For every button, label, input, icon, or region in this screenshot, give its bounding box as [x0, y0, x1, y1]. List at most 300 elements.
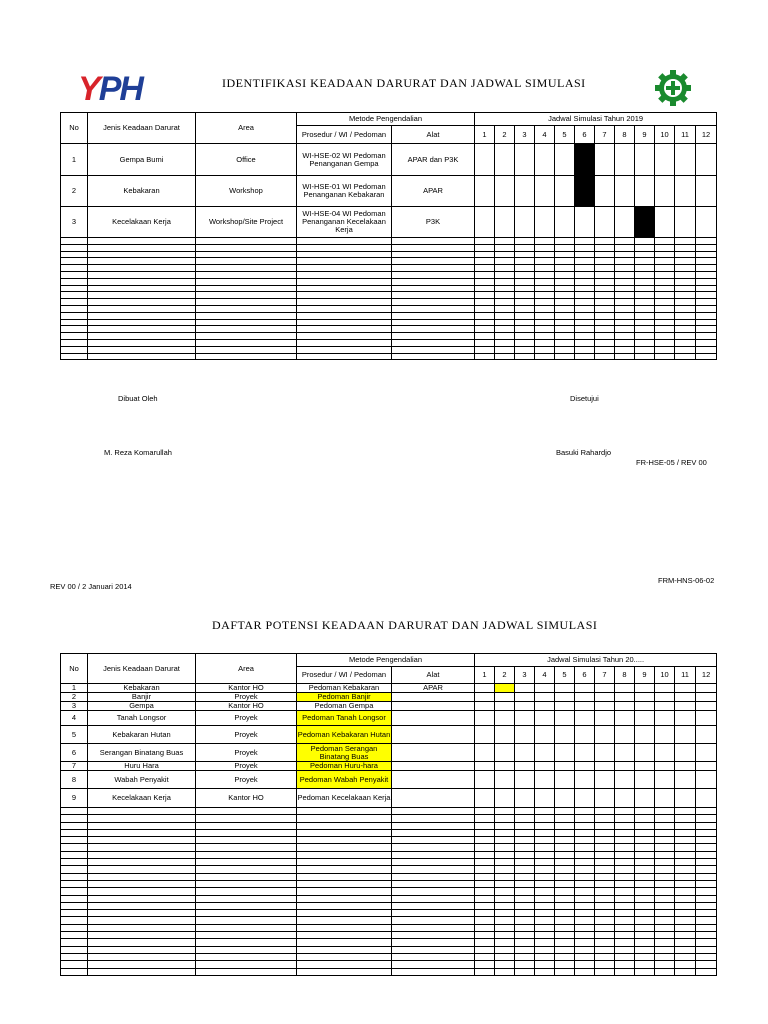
empty-cell: [515, 238, 535, 245]
empty-cell: [88, 873, 196, 880]
empty-cell: [535, 953, 555, 960]
cell-month: [475, 744, 495, 762]
empty-cell: [655, 924, 675, 931]
empty-cell: [196, 939, 297, 946]
cell-month: [675, 771, 696, 789]
empty-cell: [297, 299, 392, 306]
logo-letters: PH: [98, 70, 142, 108]
empty-cell: [615, 258, 635, 265]
empty-cell: [696, 258, 717, 265]
cell-month: [696, 744, 717, 762]
empty-cell: [555, 808, 575, 815]
empty-cell: [575, 961, 595, 968]
empty-cell: [675, 265, 696, 272]
empty-cell: [495, 895, 515, 902]
empty-cell: [696, 822, 717, 829]
empty-cell: [595, 265, 615, 272]
empty-cell: [88, 961, 196, 968]
empty-cell: [555, 326, 575, 333]
empty-cell: [61, 968, 88, 975]
cell-no: 5: [61, 726, 88, 744]
empty-cell: [475, 238, 495, 245]
empty-cell: [595, 946, 615, 953]
empty-cell: [535, 278, 555, 285]
empty-cell: [635, 968, 655, 975]
header-alat: Alat: [392, 667, 475, 684]
cell-month: [675, 144, 696, 176]
empty-cell: [61, 873, 88, 880]
cell-prosedur: Pedoman Gempa: [297, 702, 392, 711]
empty-cell: [696, 251, 717, 258]
empty-cell: [61, 353, 88, 360]
empty-cell: [615, 251, 635, 258]
empty-cell: [655, 808, 675, 815]
empty-row: [61, 808, 717, 815]
empty-cell: [297, 292, 392, 299]
cell-month: [515, 702, 535, 711]
empty-cell: [515, 265, 535, 272]
empty-cell: [615, 244, 635, 251]
cell-month: [615, 789, 635, 808]
empty-cell: [615, 808, 635, 815]
cell-jenis: Kecelakaan Kerja: [88, 207, 196, 238]
empty-cell: [88, 946, 196, 953]
empty-cell: [196, 808, 297, 815]
empty-cell: [696, 265, 717, 272]
cell-month: [675, 684, 696, 693]
empty-cell: [555, 932, 575, 939]
empty-cell: [535, 346, 555, 353]
empty-cell: [88, 333, 196, 340]
empty-cell: [615, 924, 635, 931]
empty-cell: [495, 939, 515, 946]
empty-cell: [515, 880, 535, 887]
cell-month: [595, 702, 615, 711]
cell-month: [575, 176, 595, 207]
empty-cell: [475, 353, 495, 360]
empty-cell: [515, 815, 535, 822]
empty-cell: [61, 880, 88, 887]
table-row: [61, 744, 717, 762]
cell-month: [595, 684, 615, 693]
empty-cell: [515, 326, 535, 333]
cell-jenis: Kecelakaan Kerja: [88, 789, 196, 808]
empty-cell: [88, 932, 196, 939]
empty-cell: [615, 888, 635, 895]
header-month: 4: [535, 126, 555, 144]
empty-cell: [535, 910, 555, 917]
table-row: [61, 144, 717, 176]
cell-no: 2: [61, 176, 88, 207]
cell-alat: [392, 726, 475, 744]
empty-cell: [475, 251, 495, 258]
cell-month: [575, 207, 595, 238]
empty-cell: [696, 326, 717, 333]
table-row: [61, 726, 717, 744]
empty-cell: [392, 946, 475, 953]
empty-cell: [696, 319, 717, 326]
empty-cell: [555, 292, 575, 299]
cell-month: [535, 711, 555, 726]
empty-cell: [615, 895, 635, 902]
empty-cell: [297, 319, 392, 326]
empty-cell: [515, 346, 535, 353]
cell-alat: APAR: [392, 684, 475, 693]
cell-month: [495, 789, 515, 808]
empty-cell: [555, 822, 575, 829]
empty-cell: [555, 859, 575, 866]
empty-cell: [495, 968, 515, 975]
table-row: [61, 711, 717, 726]
empty-cell: [297, 346, 392, 353]
header-month: 1: [475, 126, 495, 144]
empty-cell: [655, 339, 675, 346]
empty-cell: [675, 859, 696, 866]
empty-cell: [392, 859, 475, 866]
cell-month: [696, 789, 717, 808]
empty-cell: [555, 353, 575, 360]
empty-cell: [555, 333, 575, 340]
empty-cell: [555, 946, 575, 953]
empty-cell: [635, 961, 655, 968]
empty-cell: [196, 333, 297, 340]
empty-row: [61, 326, 717, 333]
empty-cell: [392, 851, 475, 858]
empty-cell: [297, 265, 392, 272]
empty-cell: [196, 968, 297, 975]
empty-cell: [555, 837, 575, 844]
empty-row: [61, 312, 717, 319]
empty-cell: [575, 815, 595, 822]
empty-cell: [515, 285, 535, 292]
empty-cell: [61, 953, 88, 960]
empty-cell: [655, 888, 675, 895]
empty-cell: [555, 895, 575, 902]
empty-cell: [595, 953, 615, 960]
empty-cell: [675, 339, 696, 346]
empty-cell: [675, 285, 696, 292]
empty-cell: [635, 859, 655, 866]
empty-cell: [495, 837, 515, 844]
empty-cell: [575, 968, 595, 975]
empty-cell: [655, 326, 675, 333]
cell-month: [655, 771, 675, 789]
empty-cell: [196, 873, 297, 880]
empty-cell: [196, 238, 297, 245]
cell-month: [535, 176, 555, 207]
empty-cell: [196, 895, 297, 902]
empty-cell: [595, 829, 615, 836]
empty-cell: [61, 244, 88, 251]
cell-jenis: Kebakaran Hutan: [88, 726, 196, 744]
cell-alat: [392, 702, 475, 711]
empty-cell: [196, 822, 297, 829]
cell-month: [515, 711, 535, 726]
cell-area: Proyek: [196, 771, 297, 789]
empty-cell: [555, 285, 575, 292]
empty-cell: [696, 292, 717, 299]
empty-cell: [495, 292, 515, 299]
empty-cell: [61, 339, 88, 346]
empty-cell: [88, 822, 196, 829]
empty-cell: [297, 305, 392, 312]
empty-cell: [196, 251, 297, 258]
empty-cell: [495, 946, 515, 953]
empty-cell: [635, 953, 655, 960]
empty-cell: [495, 888, 515, 895]
empty-cell: [655, 305, 675, 312]
empty-cell: [555, 851, 575, 858]
cell-month: [655, 762, 675, 771]
empty-cell: [61, 932, 88, 939]
empty-cell: [595, 258, 615, 265]
empty-cell: [635, 319, 655, 326]
empty-cell: [575, 924, 595, 931]
cell-alat: [392, 744, 475, 762]
empty-cell: [88, 265, 196, 272]
empty-cell: [575, 265, 595, 272]
cell-month: [475, 176, 495, 207]
cell-month: [655, 744, 675, 762]
empty-cell: [297, 844, 392, 851]
cell-month: [595, 693, 615, 702]
empty-row: [61, 895, 717, 902]
cell-month: [515, 726, 535, 744]
empty-cell: [696, 961, 717, 968]
header-month: 4: [535, 667, 555, 684]
cell-month: [515, 693, 535, 702]
cell-month: [515, 762, 535, 771]
empty-cell: [196, 859, 297, 866]
empty-cell: [515, 292, 535, 299]
empty-cell: [555, 917, 575, 924]
empty-cell: [392, 353, 475, 360]
empty-cell: [515, 910, 535, 917]
cell-month: [655, 176, 675, 207]
cell-month: [615, 693, 635, 702]
cell-month: [555, 744, 575, 762]
empty-cell: [196, 305, 297, 312]
empty-cell: [555, 251, 575, 258]
cell-month: [635, 144, 655, 176]
cell-month: [696, 684, 717, 693]
empty-cell: [615, 851, 635, 858]
empty-cell: [635, 339, 655, 346]
empty-cell: [196, 946, 297, 953]
form1-code: FR-HSE-05 / REV 00: [636, 458, 707, 467]
header-jenis: Jenis Keadaan Darurat: [88, 113, 196, 144]
cell-month: [635, 726, 655, 744]
empty-cell: [535, 299, 555, 306]
empty-cell: [575, 902, 595, 909]
safety-gear-icon: [653, 68, 693, 108]
empty-cell: [515, 333, 535, 340]
empty-cell: [475, 829, 495, 836]
empty-row: [61, 866, 717, 873]
signer-left: M. Reza Komarullah: [104, 448, 172, 457]
cell-area: Workshop/Site Project: [196, 207, 297, 238]
empty-cell: [392, 278, 475, 285]
empty-cell: [575, 939, 595, 946]
empty-cell: [297, 924, 392, 931]
empty-cell: [392, 299, 475, 306]
empty-cell: [655, 829, 675, 836]
empty-cell: [88, 346, 196, 353]
empty-cell: [635, 917, 655, 924]
empty-cell: [655, 285, 675, 292]
empty-cell: [196, 271, 297, 278]
cell-month: [495, 711, 515, 726]
cell-month: [696, 726, 717, 744]
empty-row: [61, 917, 717, 924]
empty-cell: [495, 271, 515, 278]
cell-alat: P3K: [392, 207, 475, 238]
cell-month: [515, 144, 535, 176]
empty-row: [61, 353, 717, 360]
empty-cell: [635, 815, 655, 822]
cell-prosedur: Pedoman Tanah Longsor: [297, 711, 392, 726]
empty-cell: [475, 917, 495, 924]
empty-cell: [595, 251, 615, 258]
header-month: 1: [475, 667, 495, 684]
empty-cell: [595, 305, 615, 312]
cell-area: Proyek: [196, 693, 297, 702]
empty-cell: [475, 339, 495, 346]
empty-cell: [655, 844, 675, 851]
empty-cell: [575, 339, 595, 346]
empty-cell: [88, 837, 196, 844]
cell-month: [555, 176, 575, 207]
empty-cell: [61, 265, 88, 272]
cell-month: [475, 771, 495, 789]
cell-month: [595, 744, 615, 762]
empty-cell: [675, 312, 696, 319]
empty-cell: [535, 333, 555, 340]
empty-cell: [515, 851, 535, 858]
empty-cell: [555, 924, 575, 931]
cell-month: [475, 711, 495, 726]
empty-cell: [495, 822, 515, 829]
empty-cell: [515, 953, 535, 960]
cell-alat: [392, 762, 475, 771]
empty-cell: [392, 961, 475, 968]
empty-cell: [515, 251, 535, 258]
empty-cell: [515, 353, 535, 360]
empty-cell: [535, 851, 555, 858]
cell-jenis: Wabah Penyakit: [88, 771, 196, 789]
empty-cell: [615, 866, 635, 873]
empty-cell: [655, 968, 675, 975]
empty-cell: [595, 880, 615, 887]
empty-cell: [475, 271, 495, 278]
cell-month: [515, 207, 535, 238]
cell-prosedur: WI-HSE-04 WI Pedoman Penanganan Kecelakaan Kerja: [297, 207, 392, 238]
empty-cell: [675, 888, 696, 895]
empty-cell: [575, 271, 595, 278]
cell-jenis: Kebakaran: [88, 684, 196, 693]
empty-cell: [196, 961, 297, 968]
cell-prosedur: WI-HSE-02 WI Pedoman Penanganan Gempa: [297, 144, 392, 176]
empty-cell: [655, 902, 675, 909]
empty-cell: [515, 873, 535, 880]
empty-cell: [595, 326, 615, 333]
empty-cell: [575, 851, 595, 858]
cell-no: 8: [61, 771, 88, 789]
empty-cell: [535, 917, 555, 924]
cell-month: [635, 207, 655, 238]
cell-month: [555, 771, 575, 789]
empty-cell: [475, 859, 495, 866]
empty-cell: [595, 339, 615, 346]
empty-row: [61, 880, 717, 887]
empty-cell: [575, 299, 595, 306]
empty-cell: [196, 844, 297, 851]
empty-cell: [655, 278, 675, 285]
cell-no: 7: [61, 762, 88, 771]
empty-cell: [615, 910, 635, 917]
empty-cell: [575, 244, 595, 251]
empty-cell: [575, 917, 595, 924]
empty-cell: [495, 312, 515, 319]
empty-cell: [675, 251, 696, 258]
empty-cell: [88, 285, 196, 292]
empty-cell: [392, 873, 475, 880]
empty-cell: [615, 844, 635, 851]
cell-month: [635, 176, 655, 207]
empty-cell: [196, 910, 297, 917]
empty-cell: [495, 829, 515, 836]
empty-cell: [575, 319, 595, 326]
cell-month: [575, 726, 595, 744]
empty-cell: [515, 895, 535, 902]
empty-cell: [595, 244, 615, 251]
empty-cell: [635, 278, 655, 285]
empty-cell: [297, 961, 392, 968]
header-alat: Alat: [392, 126, 475, 144]
empty-cell: [595, 822, 615, 829]
empty-cell: [555, 271, 575, 278]
empty-cell: [635, 271, 655, 278]
cell-month: [575, 684, 595, 693]
empty-cell: [575, 808, 595, 815]
empty-cell: [61, 844, 88, 851]
header-month: 7: [595, 667, 615, 684]
empty-cell: [515, 939, 535, 946]
empty-cell: [675, 333, 696, 340]
empty-cell: [475, 873, 495, 880]
empty-cell: [696, 939, 717, 946]
cell-month: [635, 762, 655, 771]
empty-cell: [196, 866, 297, 873]
empty-cell: [575, 353, 595, 360]
header-metode: Metode Pengendalian: [297, 113, 475, 126]
empty-cell: [655, 917, 675, 924]
logo-letter-y: Y: [78, 70, 99, 108]
empty-cell: [297, 932, 392, 939]
empty-cell: [88, 910, 196, 917]
empty-cell: [515, 305, 535, 312]
empty-cell: [696, 851, 717, 858]
cell-month: [555, 144, 575, 176]
empty-cell: [655, 346, 675, 353]
form2-code: FRM-HNS-06-02: [658, 576, 715, 585]
empty-cell: [196, 953, 297, 960]
empty-cell: [675, 844, 696, 851]
empty-cell: [495, 346, 515, 353]
empty-cell: [515, 278, 535, 285]
empty-cell: [392, 312, 475, 319]
empty-cell: [475, 902, 495, 909]
